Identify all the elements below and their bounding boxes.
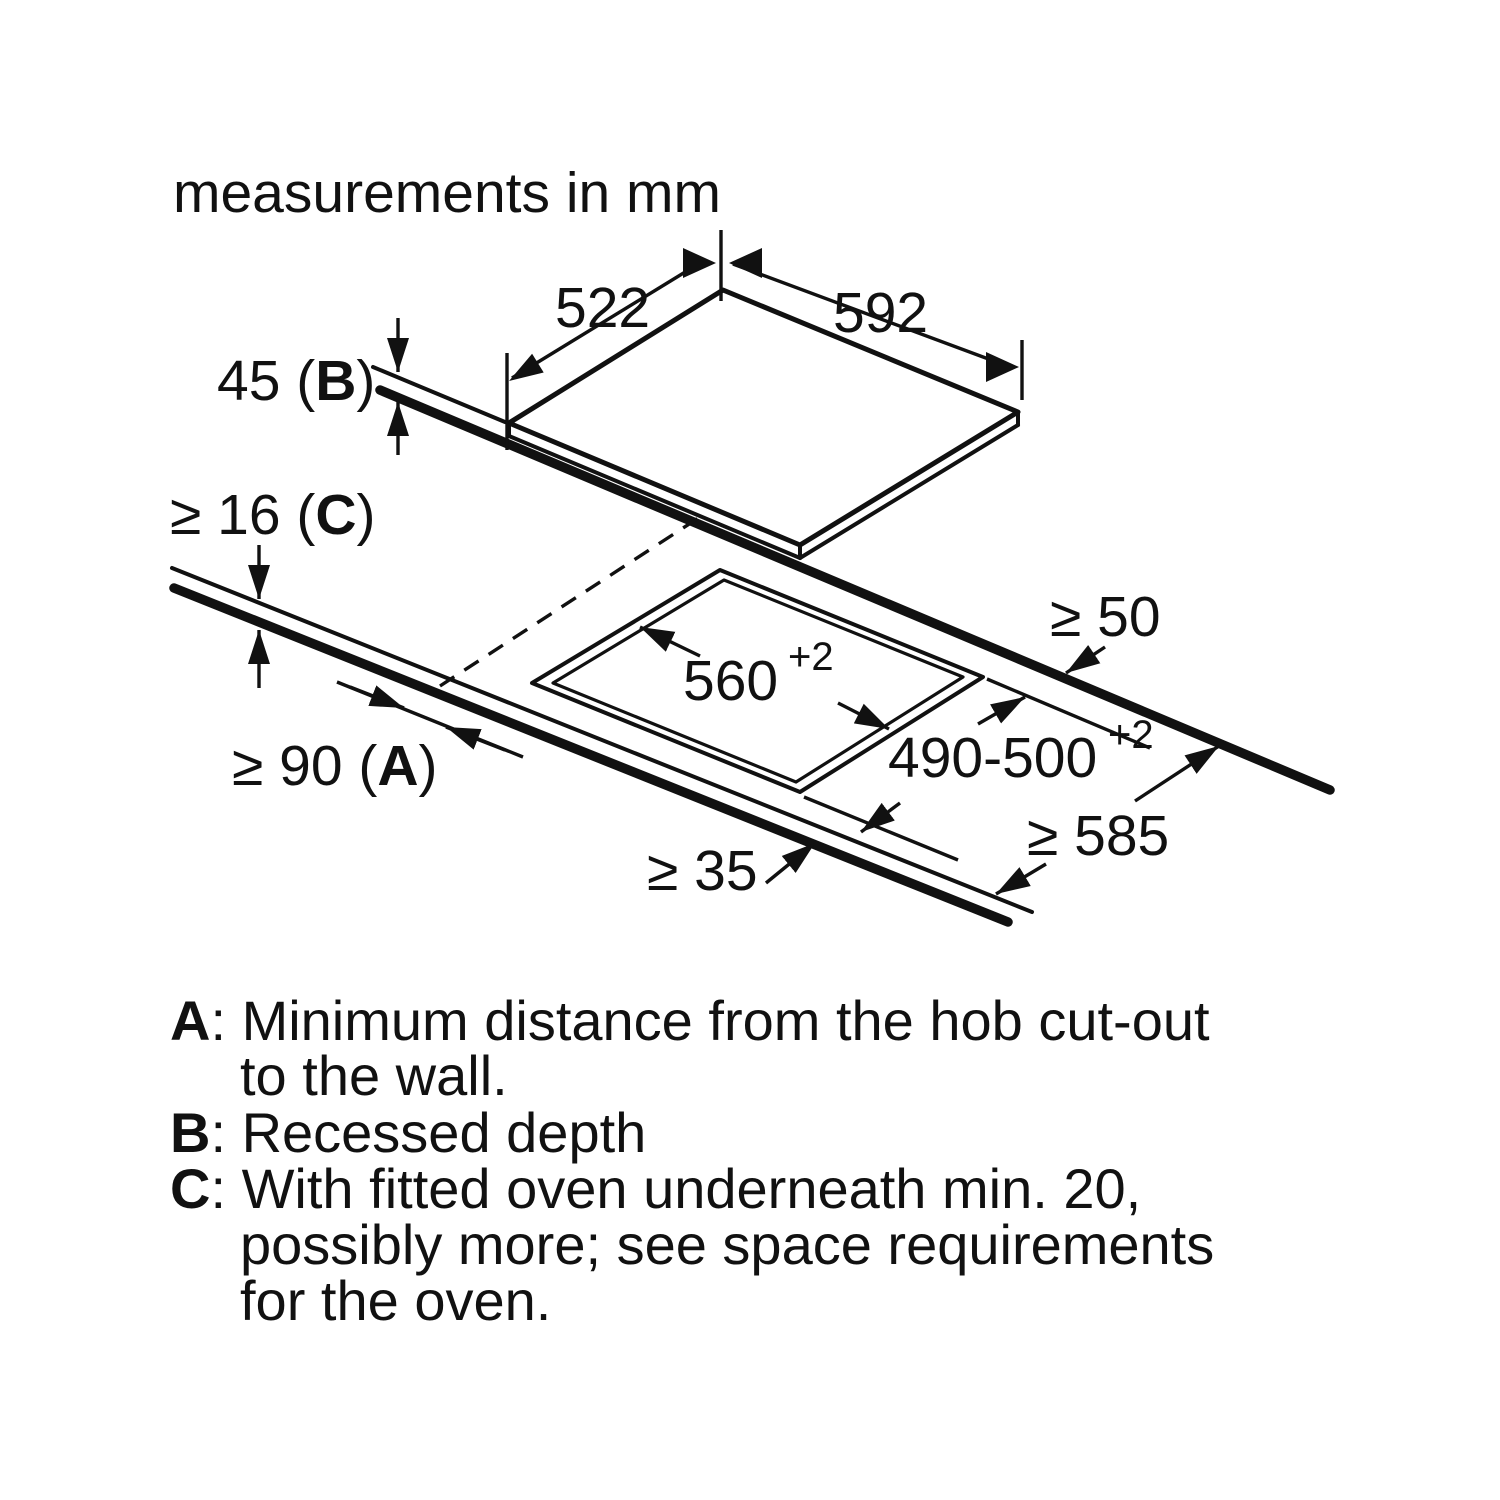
legend-a-text1: : Minimum distance from the hob cut-out xyxy=(210,989,1210,1052)
dim-45-label-post: ) xyxy=(356,349,376,413)
dim-35-label: ≥ 35 xyxy=(647,839,758,903)
legend-row-c-line1 xyxy=(170,1157,1141,1220)
dim-50-label: ≥ 50 xyxy=(1050,585,1161,649)
legend-row-b-line1 xyxy=(170,1101,646,1164)
dim-16-label-letter: C xyxy=(315,483,357,547)
dim-35 xyxy=(647,839,815,903)
dim-585-arrow-downleft xyxy=(996,864,1046,894)
legend-row-a-line2: to the wall. xyxy=(240,1044,508,1107)
legend-a-letter: A xyxy=(170,989,211,1052)
legend-b-text1: : Recessed depth xyxy=(210,1101,647,1164)
dim-50 xyxy=(1050,585,1161,673)
dim-16-label-pre: ≥ 16 ( xyxy=(170,483,316,547)
dim-16-label-post: ) xyxy=(356,483,376,547)
dim-45-label-pre: 45 ( xyxy=(217,349,316,413)
legend-b-letter: B xyxy=(170,1101,211,1164)
legend-row-c-line2: possibly more; see space requirements xyxy=(240,1213,1215,1276)
dim-90-label-letter: A xyxy=(377,734,419,798)
dim-45-label xyxy=(217,349,375,413)
dim-90-a xyxy=(232,682,523,798)
dim-490-label-sup: +2 xyxy=(1108,713,1154,757)
dim-90-arrow-right xyxy=(350,687,404,708)
dim-490-arrow-upright xyxy=(978,697,1025,724)
legend-row-c-line3: for the oven. xyxy=(240,1269,552,1332)
dim-560-label: 560 xyxy=(683,649,779,713)
dim-90-label-post: ) xyxy=(418,734,438,798)
dim-522-label: 522 xyxy=(555,276,651,340)
legend-row-a-line1 xyxy=(170,989,1210,1052)
dim-45-label-letter: B xyxy=(315,349,357,413)
legend-c-text1: : With fitted oven underneath min. 20, xyxy=(210,1157,1142,1220)
dim-90-arrow-left xyxy=(446,727,505,750)
dim-592-arrow-left xyxy=(729,248,762,278)
dim-522-arrow-left xyxy=(509,354,544,381)
dim-585-label: ≥ 585 xyxy=(1027,804,1170,868)
dim-90-label-pre: ≥ 90 ( xyxy=(232,734,378,798)
legend xyxy=(170,989,1214,1332)
dim-560-label-sup: +2 xyxy=(788,635,834,679)
dim-35-arrow xyxy=(766,843,815,883)
dim-490-label: 490-500 xyxy=(888,726,1098,790)
dim-592-arrow-right xyxy=(986,352,1019,382)
dim-592-label: 592 xyxy=(833,281,929,345)
diagram-title: measurements in mm xyxy=(173,161,721,225)
dim-45-b xyxy=(217,318,398,455)
dim-50-arrow xyxy=(1066,647,1105,673)
dim-16-label xyxy=(170,483,376,547)
legend-c-letter: C xyxy=(170,1157,211,1220)
dim-522-arrow-right xyxy=(683,248,716,278)
dim-90-label xyxy=(232,734,438,798)
